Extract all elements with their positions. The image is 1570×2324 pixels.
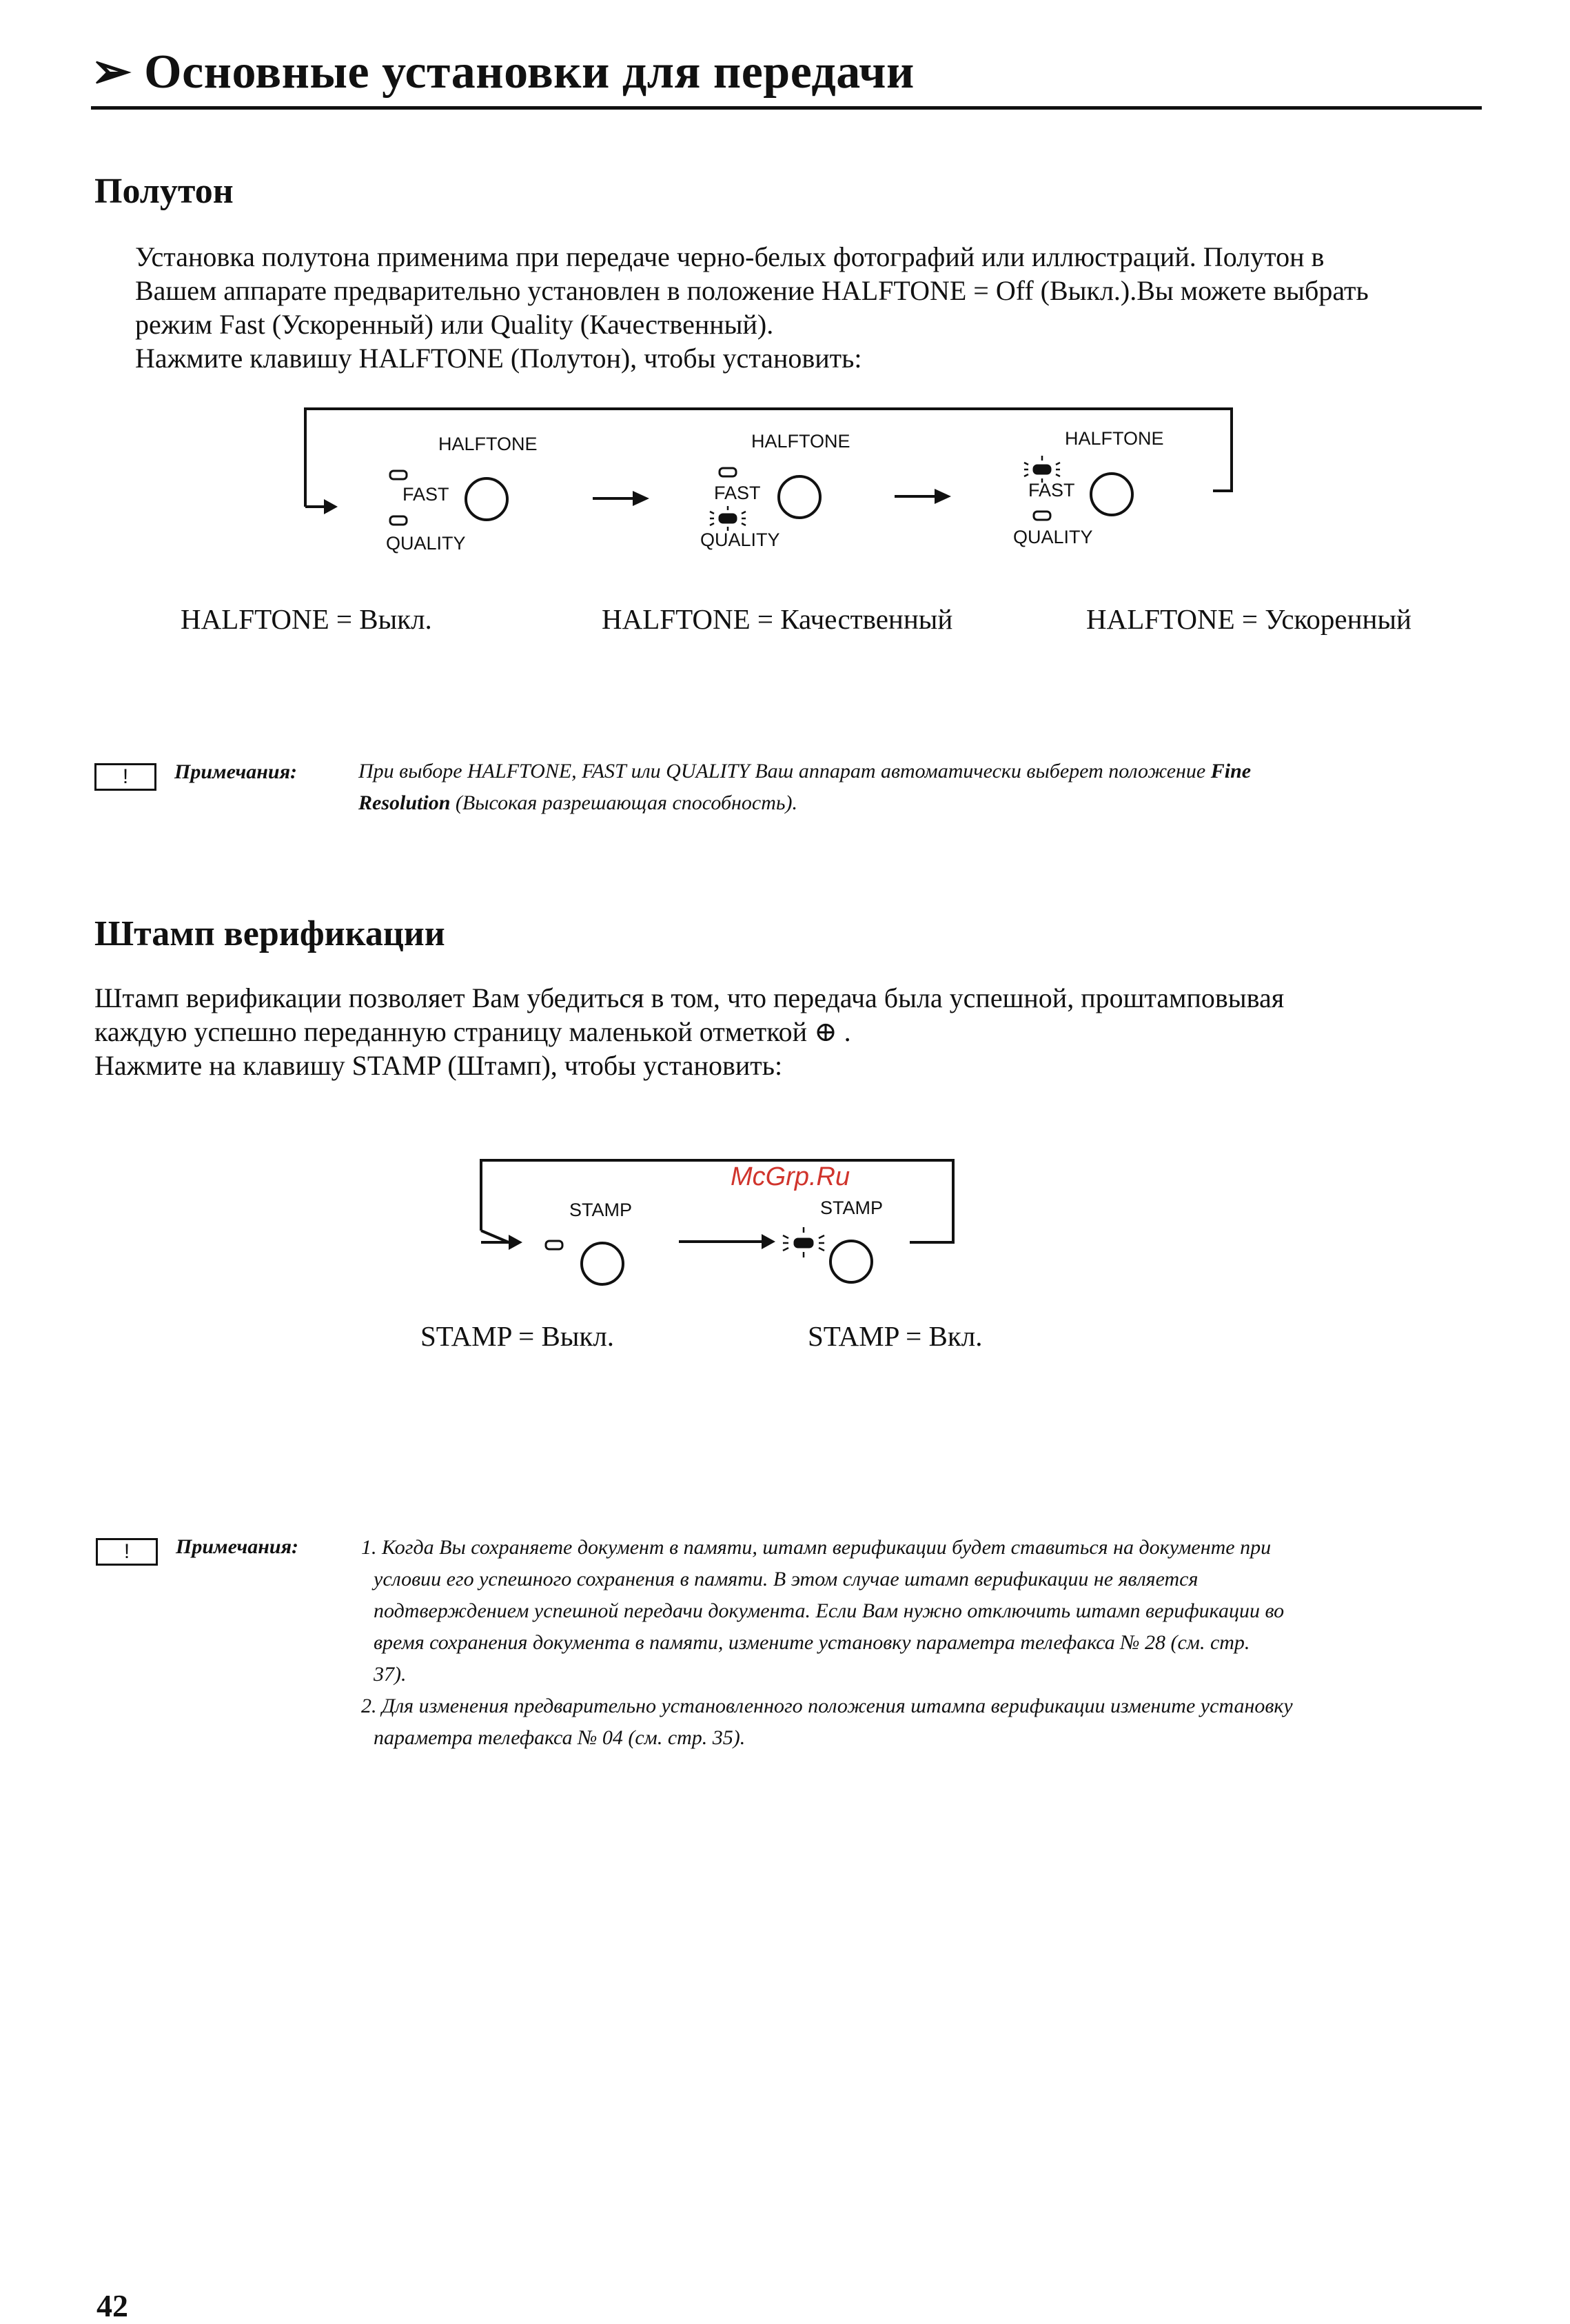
stamp-note-text	[361, 1532, 1293, 1754]
arrow-right-icon	[762, 1234, 775, 1249]
note-line: время сохранения документа в памяти, измените установку параметра телефакса № 28 (см. стр.	[374, 1631, 1250, 1654]
watermark: McGrp.Ru	[731, 1162, 850, 1191]
halftone-paragraph-line: Установка полутона применима при передаче черно-белых фотографий или иллюстраций. Полутон в	[135, 241, 1325, 272]
stamp-key-button	[830, 1241, 872, 1282]
halftone-key-label: HALFTONE	[1065, 428, 1164, 449]
note-line: 2. Для изменения предварительно установленного положения штампа верификации измените установку	[361, 1695, 1293, 1717]
stamp-paragraph-line: Штамп верификации позволяет Вам убедиться в том, что передача была успешной, проштамповывая	[94, 982, 1285, 1013]
note-text-span: (Высокая разрешающая способность).	[450, 791, 798, 814]
stamp-key-label: STAMP	[569, 1200, 633, 1220]
halftone-paragraph-line: Вашем аппарате предварительно установлен в положение HALFTONE = Off (Выкл.).Вы можете выбрать	[135, 275, 1369, 306]
stamp-loop-return	[481, 1231, 509, 1242]
note-marker-box: !	[94, 763, 156, 791]
page-number: 42	[96, 2288, 128, 2323]
stamp-indicator-led-lit	[795, 1239, 813, 1247]
note-text-span: При выборе HALFTONE, FAST или QUALITY Ваш аппарат автоматически выберет положение	[358, 760, 1211, 782]
stamp-state-off: STAMP = Выкл.	[420, 1320, 615, 1352]
note-marker-box: !	[96, 1538, 158, 1566]
halftone-state-quality: HALFTONE = Качественный	[602, 603, 953, 635]
note-bold-term: Fine	[1210, 760, 1252, 782]
halftone-key-label: HALFTONE	[438, 434, 538, 454]
halftone-key-label: HALFTONE	[751, 431, 850, 452]
halftone-paragraph-line: режим Fast (Ускоренный) или Quality (Качественный).	[135, 309, 774, 340]
note-line: подтверждением успешной передачи документа. Если Вам нужно отключить штамп верификации во	[374, 1599, 1285, 1622]
halftone-state-off: HALFTONE = Выкл.	[181, 603, 432, 635]
page-title-text: Основные установки для передачи	[144, 46, 915, 99]
stamp-state-on: STAMP = Вкл.	[808, 1320, 983, 1352]
note-line: 37).	[374, 1663, 407, 1686]
section-heading-stamp: Штамп верификации	[94, 914, 445, 953]
section-heading-halftone: Полутон	[94, 172, 234, 211]
note-bold-term: Resolution	[358, 791, 451, 814]
fast-label: FAST	[402, 484, 449, 505]
stamp-indicator-led	[546, 1241, 562, 1249]
quality-label: QUALITY	[700, 529, 780, 550]
stamp-paragraph-line: каждую успешно переданную страницу маленькой отметкой ⊕ .	[94, 1016, 851, 1047]
title-arrow-icon: ➢	[91, 46, 132, 99]
note-title: Примечания:	[176, 1535, 299, 1558]
stamp-key-label: STAMP	[820, 1198, 884, 1218]
fast-label: FAST	[714, 483, 761, 503]
note-line: параметра телефакса № 04 (см. стр. 35).	[374, 1726, 746, 1749]
quality-label: QUALITY	[386, 533, 466, 554]
fast-label: FAST	[1028, 480, 1075, 501]
halftone-paragraph-line: Нажмите клавишу HALFTONE (Полутон), чтобы установить:	[135, 343, 862, 374]
note-title: Примечания:	[174, 760, 298, 783]
stamp-loop-arrowhead	[509, 1235, 522, 1250]
note-line: 1. Когда Вы сохраняете документ в памяти, штамп верификации будет ставиться на документе при	[361, 1536, 1272, 1559]
stamp-key-button	[582, 1243, 623, 1284]
note-line: условии его успешного сохранения в памяти. В этом случае штамп верификации не является	[374, 1568, 1199, 1590]
stamp-paragraph-line: Нажмите на клавишу STAMP (Штамп), чтобы установить:	[94, 1050, 783, 1081]
halftone-state-fast: HALFTONE = Ускоренный	[1086, 603, 1411, 635]
quality-label: QUALITY	[1013, 527, 1093, 547]
